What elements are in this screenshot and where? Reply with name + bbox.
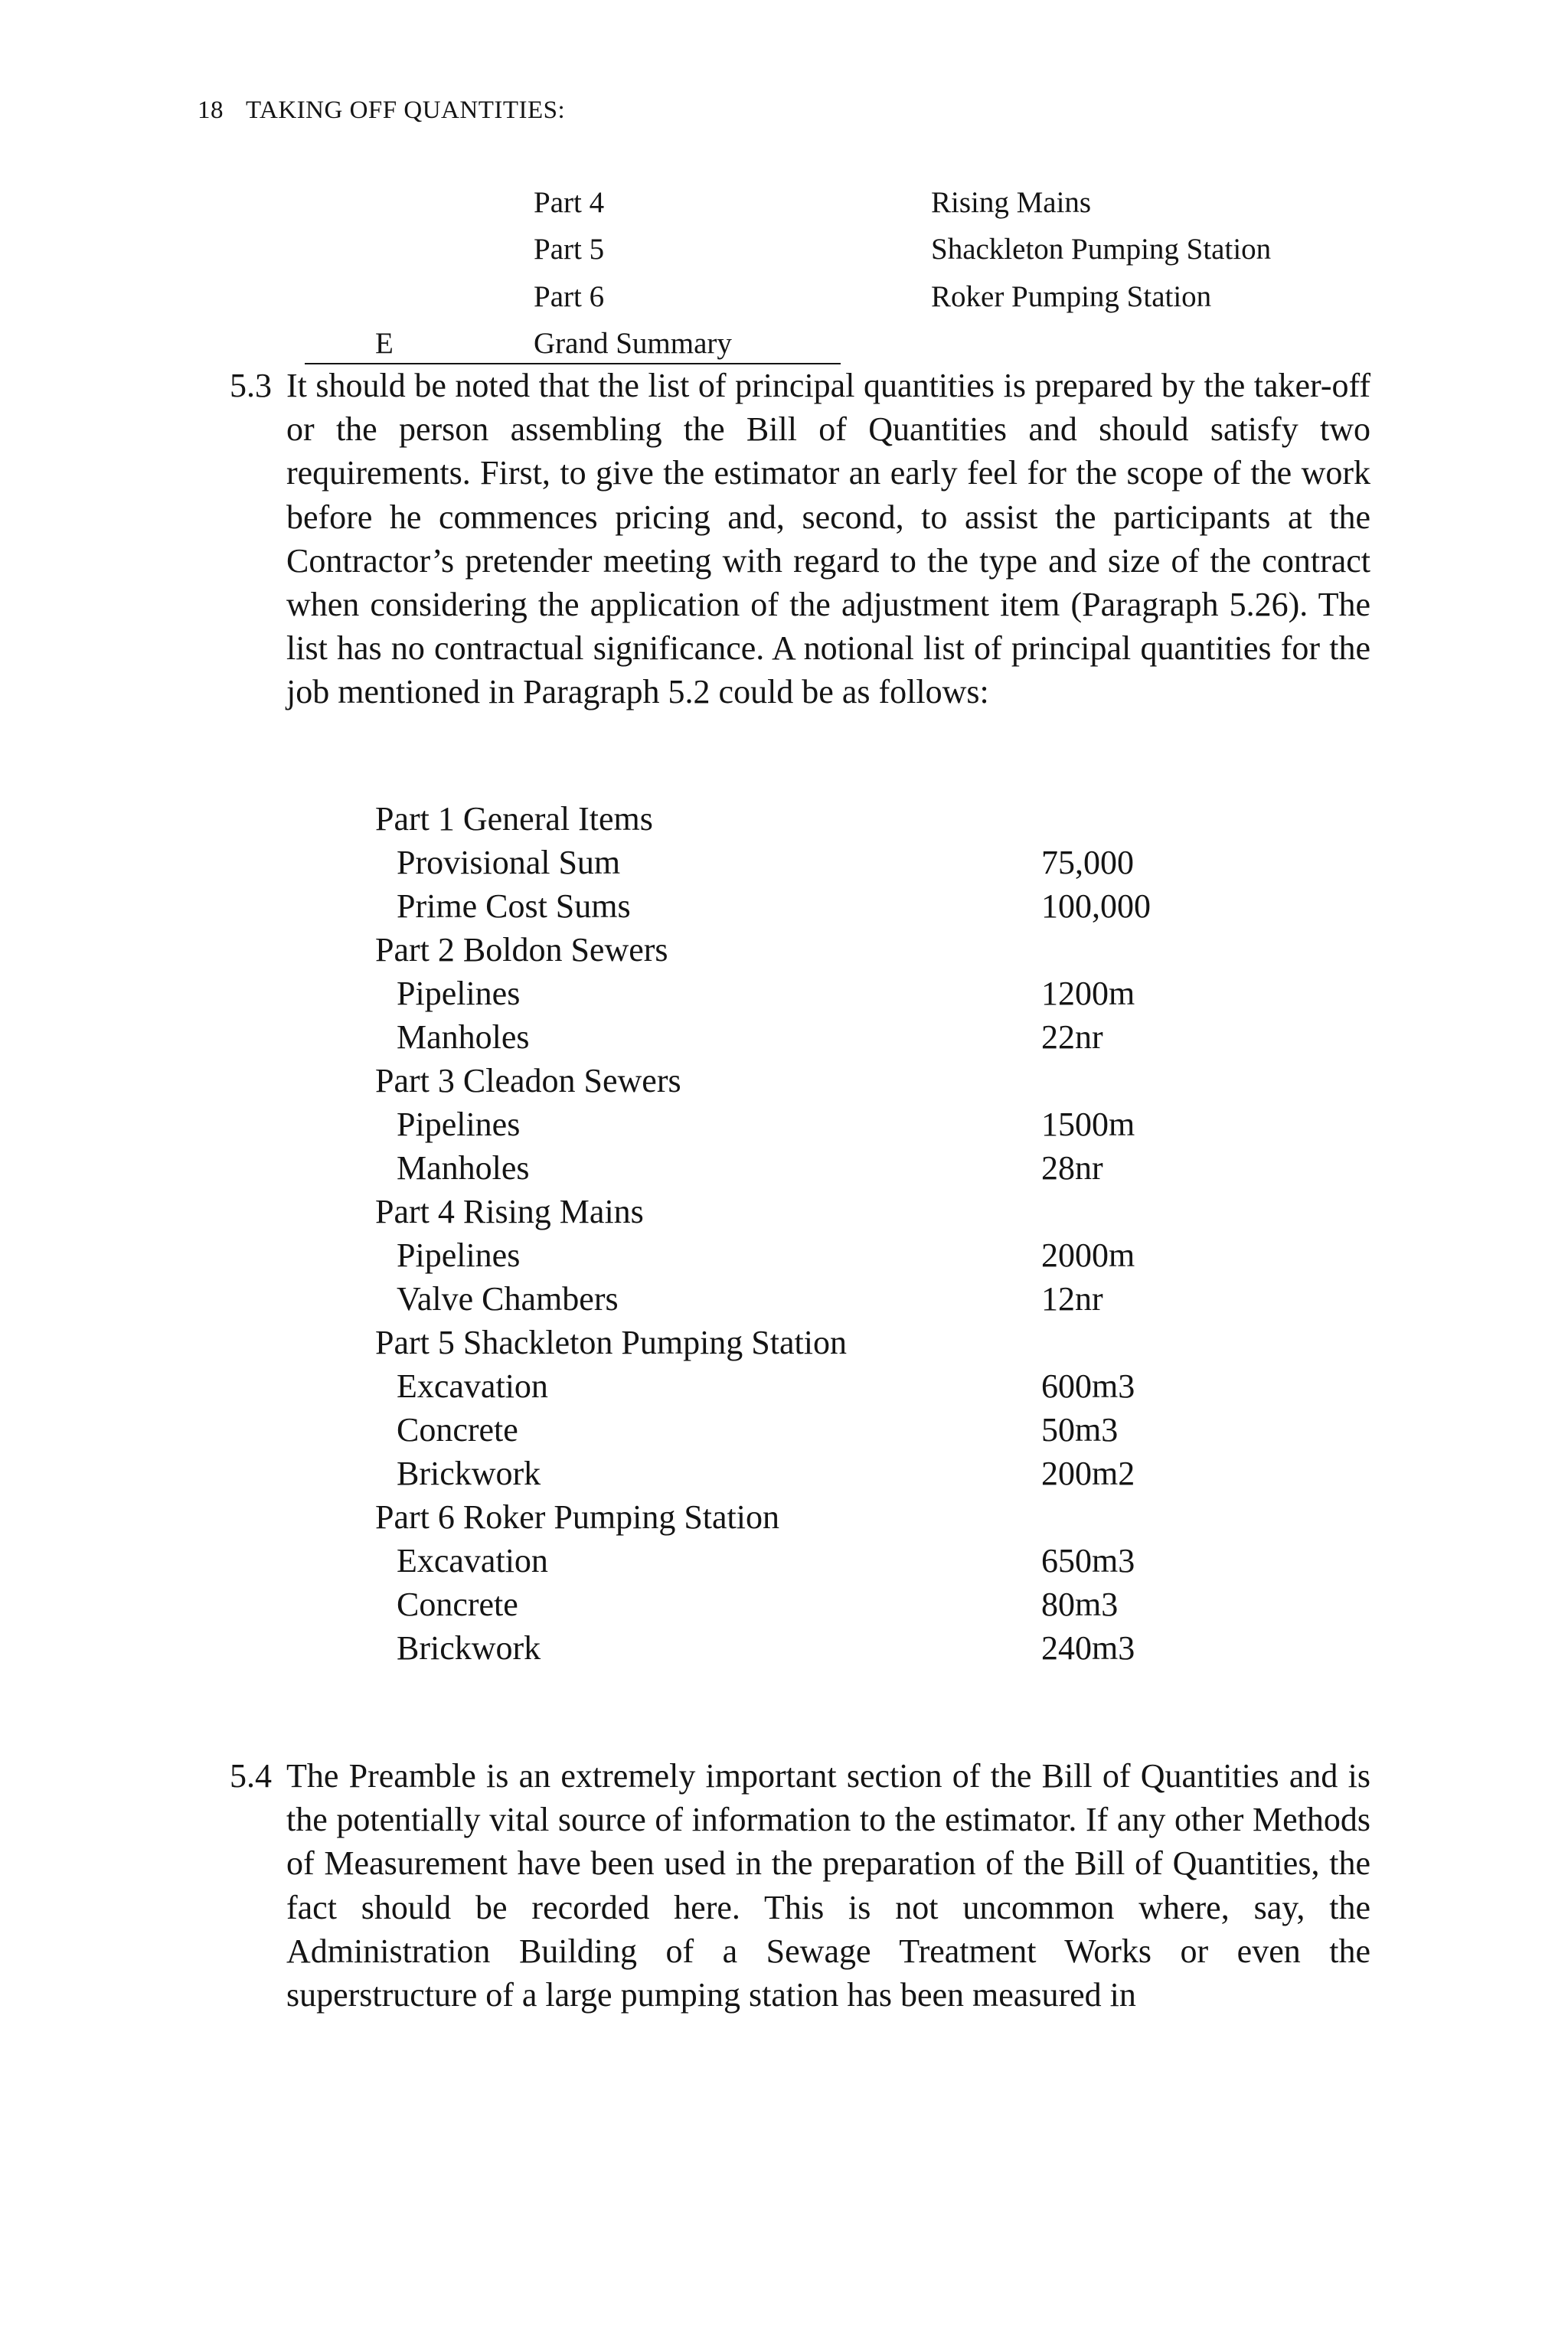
paragraph-number: 5.4 bbox=[230, 1757, 272, 1795]
list-item bbox=[375, 1626, 1217, 1670]
paragraph-text: The Preamble is an extremely important section of the Bill of Quantities and is the potentially vital source of information to the estimator. If any other Methods of Measurement have been used in the preparation of the Bill of Quantities, the fact should be recorded here. This is not uncommon where, say, the Administration Building of a Sewage Treatment Works or even the superstructure of a large pumping station has been measured in bbox=[286, 1757, 1370, 2014]
list-item bbox=[375, 1408, 1217, 1452]
summary-part: Part 4 bbox=[534, 186, 605, 219]
item-quantity: 75,000 bbox=[1041, 844, 1134, 881]
item-quantity: 22nr bbox=[1041, 1018, 1103, 1056]
item-name: Provisional Sum bbox=[397, 844, 621, 881]
list-item bbox=[375, 884, 1217, 928]
item-quantity: 200m2 bbox=[1041, 1455, 1135, 1492]
summary-part: Grand Summary bbox=[534, 327, 732, 360]
principal-quantities-list bbox=[375, 797, 1217, 1670]
item-name: Concrete bbox=[397, 1411, 518, 1449]
paragraph-5-3 bbox=[230, 364, 1370, 714]
list-item bbox=[375, 1583, 1217, 1626]
item-quantity: 2000m bbox=[1041, 1236, 1135, 1274]
item-name: Excavation bbox=[397, 1367, 548, 1405]
paragraph-text: It should be noted that the list of principal quantities is prepared by the taker-off or the person assembling the Bill of Quantities and should satisfy two requirements. First, to give the estimator an early feel for the scope of the work before he commences pricing and, second, to assist the participants at the Contractor’s pretender meeting with regard to the type and size of the contract when considering the application of the adjustment item (Paragraph 5.26). The list has no contractual significance. A notional list of principal quantities for the job mentioned in Paragraph 5.2 could be as follows: bbox=[286, 367, 1370, 711]
paragraph-5-4 bbox=[230, 1754, 1370, 2017]
list-item bbox=[375, 1146, 1217, 1190]
item-name: Prime Cost Sums bbox=[397, 887, 631, 925]
item-name: Excavation bbox=[397, 1542, 548, 1579]
item-quantity: 50m3 bbox=[1041, 1411, 1119, 1449]
item-name: Brickwork bbox=[397, 1455, 541, 1492]
item-quantity: 1200m bbox=[1041, 975, 1135, 1012]
summary-name: Roker Pumping Station bbox=[931, 280, 1212, 313]
item-quantity: 240m3 bbox=[1041, 1629, 1135, 1667]
item-name: Valve Chambers bbox=[397, 1280, 619, 1318]
item-name: Pipelines bbox=[397, 1236, 521, 1274]
list-item bbox=[375, 1015, 1217, 1059]
item-quantity: 650m3 bbox=[1041, 1542, 1135, 1579]
item-name: Pipelines bbox=[397, 975, 521, 1012]
paragraph-number: 5.3 bbox=[230, 367, 272, 404]
summary-name: Rising Mains bbox=[931, 186, 1092, 219]
item-quantity: 80m3 bbox=[1041, 1586, 1119, 1623]
item-name: Brickwork bbox=[397, 1629, 541, 1667]
summary-name: Shackleton Pumping Station bbox=[931, 233, 1272, 266]
running-title: TAKING OFF QUANTITIES: bbox=[246, 96, 566, 124]
item-name: Pipelines bbox=[397, 1106, 521, 1143]
list-item bbox=[375, 841, 1217, 884]
part-heading: Part 2 Boldon Sewers bbox=[375, 931, 668, 969]
item-quantity: 12nr bbox=[1041, 1280, 1103, 1318]
list-item bbox=[375, 1277, 1217, 1321]
part-heading: Part 4 Rising Mains bbox=[375, 1193, 644, 1230]
list-item bbox=[375, 972, 1217, 1015]
list-item bbox=[375, 1233, 1217, 1277]
summary-letter: E bbox=[375, 327, 394, 360]
item-quantity: 100,000 bbox=[1041, 887, 1151, 925]
item-name: Manholes bbox=[397, 1018, 530, 1056]
part-heading: Part 6 Roker Pumping Station bbox=[375, 1498, 779, 1536]
summary-part: Part 5 bbox=[534, 233, 605, 266]
part-heading: Part 5 Shackleton Pumping Station bbox=[375, 1324, 847, 1361]
item-quantity: 600m3 bbox=[1041, 1367, 1135, 1405]
list-item bbox=[375, 1539, 1217, 1583]
list-item bbox=[375, 1102, 1217, 1146]
list-item bbox=[375, 1452, 1217, 1495]
item-quantity: 28nr bbox=[1041, 1149, 1103, 1187]
item-quantity: 1500m bbox=[1041, 1106, 1135, 1143]
part-heading: Part 3 Cleadon Sewers bbox=[375, 1062, 681, 1099]
item-name: Concrete bbox=[397, 1586, 518, 1623]
item-name: Manholes bbox=[397, 1149, 530, 1187]
list-item bbox=[375, 1364, 1217, 1408]
page-number: 18 bbox=[198, 96, 224, 124]
part-heading: Part 1 General Items bbox=[375, 800, 653, 838]
summary-part: Part 6 bbox=[534, 280, 605, 313]
